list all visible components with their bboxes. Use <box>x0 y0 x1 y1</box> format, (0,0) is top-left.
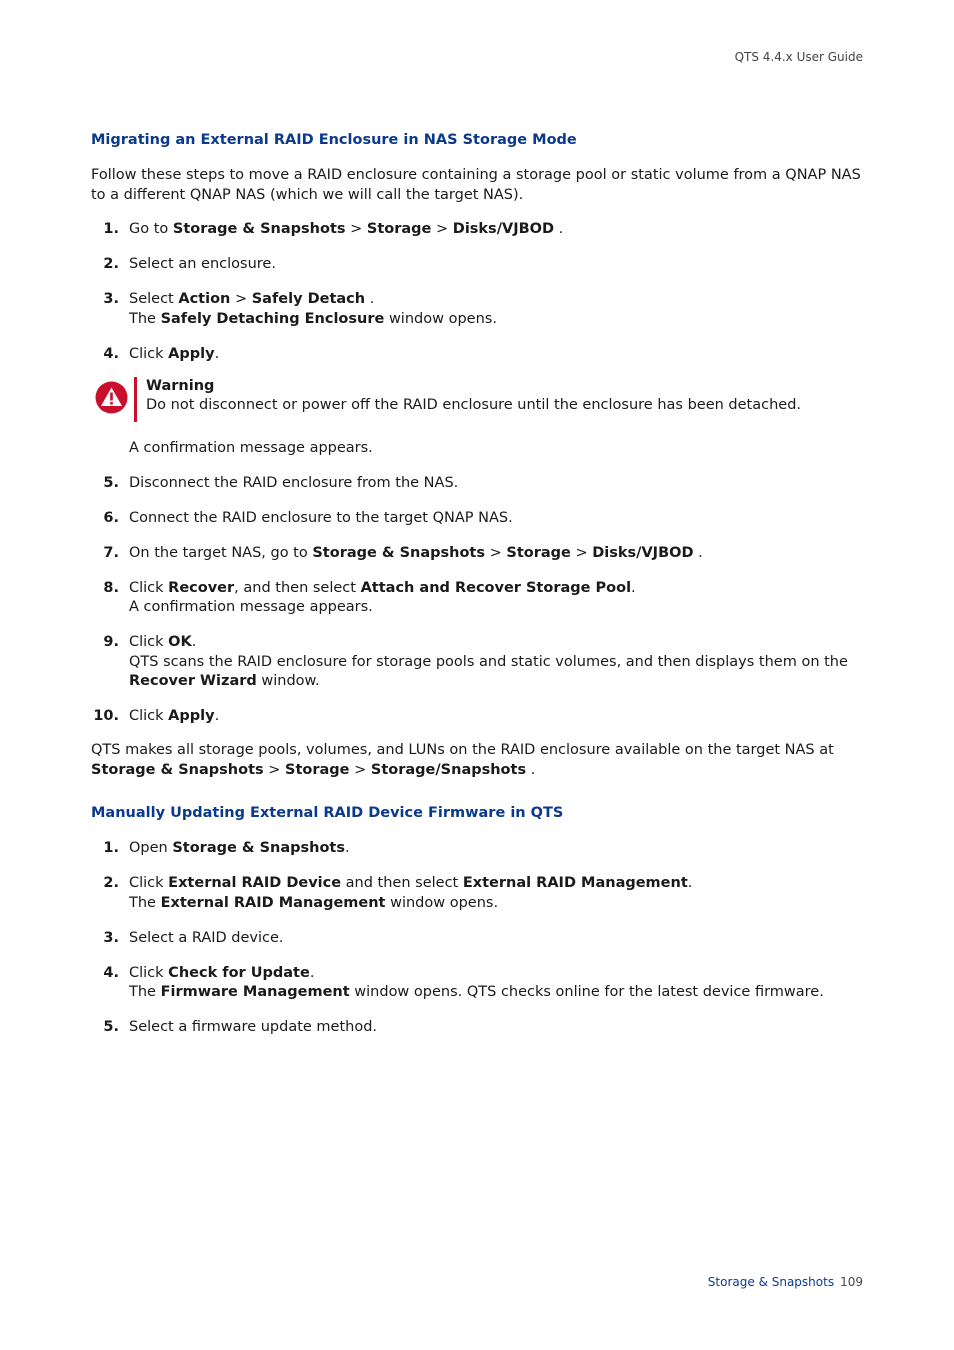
step-number: 8. <box>103 579 119 596</box>
step-number: 7. <box>103 544 119 561</box>
step-item: 4. Click Apply. <box>91 345 866 365</box>
document-content <box>91 130 866 1053</box>
page-footer <box>708 1275 863 1289</box>
step-number: 6. <box>103 509 119 526</box>
step-item: 9. Click OK. QTS scans the RAID enclosure for storage pools and static volumes, and then displays them on the Recover Wizard window. <box>91 633 866 692</box>
confirmation-note: A confirmation message appears. <box>129 439 373 456</box>
section-intro: Follow these steps to move a RAID enclosure containing a storage pool or static volume from a QNAP NAS to a different QNAP NAS (which we will call the target NAS). <box>91 167 861 203</box>
page-number: 109 <box>840 1275 863 1289</box>
warning-callout <box>91 377 866 421</box>
warning-bar <box>134 377 137 422</box>
step-number: 2. <box>103 256 119 272</box>
step-number: 5. <box>103 1019 119 1035</box>
footer-section-name: Storage & Snapshots <box>707 1275 835 1289</box>
step-number: 4. <box>103 345 119 362</box>
section-title-migrating: Migrating an External RAID Enclosure in NAS Storage Mode <box>91 132 577 148</box>
step-item: 4. Click Check for Update. The Firmware Management window opens. QTS checks online for the latest device firmware. <box>91 964 866 1003</box>
page-header: QTS 4.4.x User Guide <box>734 50 863 64</box>
step-item: 5. Select a firmware update method. <box>91 1018 866 1038</box>
step-number: 2. <box>103 875 119 891</box>
warning-text: Do not disconnect or power off the RAID enclosure until the enclosure has been detached. <box>146 397 802 413</box>
step-item: 7. On the target NAS, go to Storage & Snapshots > Storage > Disks/VJBOD . <box>91 544 866 564</box>
step-number: 9. <box>103 634 119 650</box>
step-number: 3. <box>103 291 119 307</box>
step-item: 8. Click Recover, and then select Attach and Recover Storage Pool. A confirmation message appears. <box>91 579 866 618</box>
section-title-firmware: Manually Updating External RAID Device Firmware in QTS <box>91 805 564 821</box>
step-item: 1. Open Storage & Snapshots. <box>91 839 866 859</box>
step-item: 1. Go to Storage & Snapshots > Storage > Disks/VJBOD . <box>91 220 866 240</box>
step-number: 4. <box>103 964 119 981</box>
steps-list-firmware <box>91 839 866 1038</box>
step-number: 3. <box>103 929 119 946</box>
steps-list-migrating <box>91 220 866 364</box>
step-item: 2. Click External RAID Device and then select External RAID Management. The External RAID Management window opens. <box>91 874 866 913</box>
step-number: 1. <box>103 221 119 237</box>
step-item: 5. Disconnect the RAID enclosure from the NAS. <box>91 474 866 494</box>
step-number: 10. <box>93 708 119 724</box>
step-number: 1. <box>103 840 119 856</box>
warning-title: Warning <box>146 377 215 394</box>
step-item: 3. Select a RAID device. <box>91 929 866 949</box>
section-closing: QTS makes all storage pools, volumes, and LUNs on the RAID enclosure available on the target NAS at Storage & Snapshots > Storage > Storage/Snapshots . <box>91 742 834 778</box>
step-item: 2. Select an enclosure. <box>91 255 866 275</box>
warning-triangle-icon <box>95 381 128 414</box>
step-item: 6. Connect the RAID enclosure to the target QNAP NAS. <box>91 509 866 529</box>
step-item: 10. Click Apply. <box>91 707 866 727</box>
step-number: 5. <box>103 474 119 491</box>
steps-list-migrating-continued <box>91 474 866 727</box>
step-item: 3. Select Action > Safely Detach . The Safely Detaching Enclosure window opens. <box>91 290 866 329</box>
